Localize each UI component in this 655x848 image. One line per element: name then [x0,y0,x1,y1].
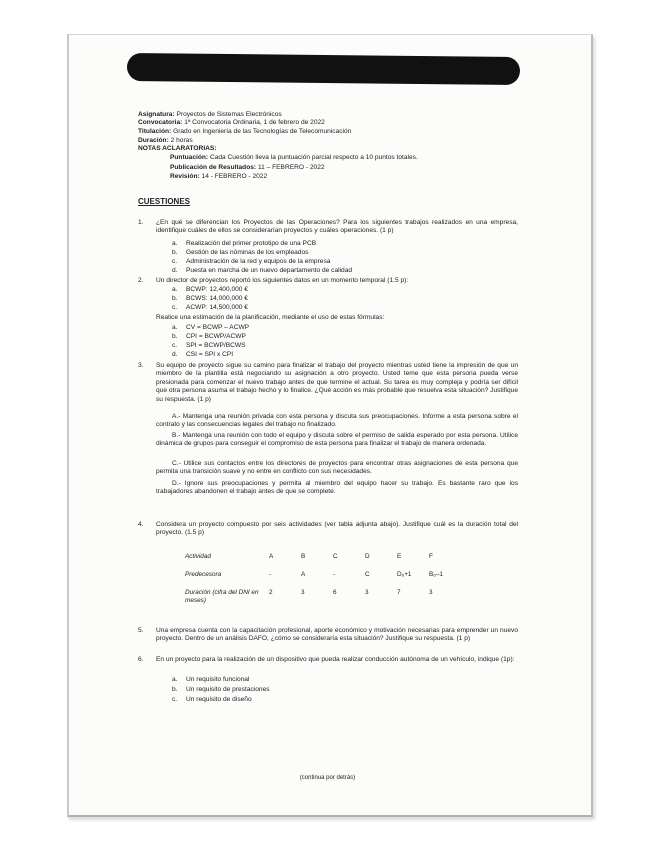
row-label-actividad: Actividad [185,553,211,560]
activity-table [185,553,461,607]
q2-formula-a-letter: a. [172,324,178,331]
header-asignatura: Asignatura: Proyectos de Sistemas Electrónicos [138,111,282,118]
q2-formula-d-letter: d. [172,351,178,358]
table-row-duracion [185,589,461,607]
table-row-actividad [185,553,461,571]
q3-number: 3. [138,362,144,369]
table-cell: C [365,571,370,578]
row-label-duracion: Duración (cifra del DNI en meses) [185,589,259,604]
q2-text: Un director de proyectos reportó los siguientes datos en un momento temporal (1.5 p): [156,277,409,284]
header-revision: Revisión: 14 - FEBRERO - 2022 [170,173,268,180]
header-puntuacion: Puntuación: Cada Cuestión lleva la puntuación parcial respecto a 10 puntos totales. [170,154,418,161]
q2-number: 2. [138,277,144,284]
header-publicacion: Publicación de Resultados: 11 – FEBRERO - 2022 [170,164,325,171]
table-cell: 3 [365,589,369,596]
q1-item-b-letter: b. [172,249,178,256]
header-duracion: Duración: 2 horas [138,137,193,144]
q6-item-c: Un requisito de diseño [186,696,252,703]
table-cell: 2 [269,589,273,596]
q2-formula-c-letter: c. [172,342,178,349]
redaction-mark [127,53,520,85]
header-notas: NOTAS ACLARATORIAS: [138,145,217,152]
row-label-predecesora: Predecesora [185,571,222,578]
q6-item-a-letter: a. [172,676,178,683]
footer-note: (continua por detrás) [299,775,356,781]
q2-text2: Realice una estimación de la planificación, mediante el uso de estas fórmulas: [156,314,385,321]
header-convocatoria: Convocatoria: 1ª Convocatoria Ordinaria, 1 de febrero de 2022 [138,119,325,126]
q3-option-b: B.- Mantenga una reunión con todo el equipo y discuta sobre el permiso de salida esperado por esta persona. Utilice dinámica de grupos para conseguir el compromiso de esta persona para finalizar el trabajo de manera ordenada. [156,432,518,448]
q6-item-b: Un requisito de prestaciones [186,686,270,693]
table-cell: 6 [333,589,337,596]
table-cell: E [397,553,402,560]
q2-formula-b: CPI = BCWP/ACWP [186,333,246,340]
table-cell: B [301,553,306,560]
table-cell: - [269,571,272,578]
q1-item-a-letter: a. [172,240,178,247]
q1-text: ¿En qué se diferencian los Proyectos de las Operaciones? Para los siguientes trabajos realizados en una empresa, identifique cuáles de ellos se considerarían proyectos y cuáles operaciones. (1 p) [156,219,518,235]
table-cell: C [333,553,338,560]
table-cell: 3 [429,589,433,596]
q6-number: 6. [138,656,144,663]
q3-text: Su equipo de proyecto sigue su camino para finalizar el trabajo del proyecto mientras usted tiene la impresión de que un miembro de la plantilla está negociando su asignación a otro proyecto. Usted teme que esta persona pueda verse presionada para comenzar el nuevo trabajo antes de que termine el actual. Su tarea es muy compleja y podría ser difícil que otra persona asuma el trabajo hecho y lo finalice. ¿Qué acción es más probable que resuelva esta situación? Justifique su respuesta. (1 p) [156,362,518,403]
q1-number: 1. [138,219,144,226]
q6-item-c-letter: c. [172,696,178,703]
q3-option-a: A.- Mantenga una reunión privada con esta persona y discuta sus preocupaciones. Informe a esta persona sobre el contrato y las consecuencias legales del trabajo no finalizado. [156,413,518,429]
table-cell: A [269,553,274,560]
q5-number: 5. [138,627,144,634]
q5-text: Una empresa cuenta con la capacitación profesional, aporte económico y motivación necesarias para emprender un nuevo proyecto. Dentro de un análisis DAFO, ¿cómo se consideraría esta situación? Justifique su respuesta. (1 p) [156,627,518,643]
q1-item-d: Puesta en marcha de un nuevo departamento de calidad [186,267,353,274]
table-cell: 3 [301,589,305,596]
table-cell: A [301,571,306,578]
q1-item-b: Gestión de las nóminas de los empleados [186,249,309,256]
table-cell: B₆–1 [429,571,443,578]
q4-text: Considera un proyecto compuesto por seis actividades (ver tabla adjunta abajo). Justifique cuál es la duración total del proyecto. (1.5 p) [156,521,518,537]
table-cell: - [333,571,336,578]
q2-item-c: ACWP: 14,500,000 € [186,304,248,311]
q1-item-d-letter: d. [172,267,178,274]
section-title: CUESTIONES [138,197,191,206]
q6-item-a: Un requisito funcional [186,676,250,683]
table-cell: 7 [397,589,401,596]
q2-formula-d: CSI = SPI x CPI [186,351,234,358]
table-row-predecesora [185,571,461,589]
q2-formula-a: CV = BCWP – ACWP [186,324,250,331]
q1-item-c: Administración de la red y equipos de la empresa [186,258,331,265]
q3-option-c: C.- Utilice sus contactos entre los directores de proyectos para encontrar otras asignaciones de esta persona que permita una transición suave y no entre en conflicto con sus necesidades. [156,460,518,476]
q1-item-a: Realización del primer prototipo de una PCB [186,240,317,247]
q2-item-b-letter: b. [172,295,178,302]
q2-item-a-letter: a. [172,286,178,293]
q3-option-d: D.- Ignore sus preocupaciones y permita al miembro del equipo hacer su trabajo. Es bastante raro que los trabajadores abandonen el trabajo antes de que se complete. [156,480,518,496]
q2-formula-b-letter: b. [172,333,178,340]
q4-number: 4. [138,521,144,528]
q6-text: En un proyecto para la realización de un dispositivo que pueda realizar conducción autónoma de un vehículo, indique (1p): [156,656,515,663]
q6-item-b-letter: b. [172,686,178,693]
table-cell: F [429,553,433,560]
table-cell: D [365,553,370,560]
q2-formula-c: SPI = BCWP/BCWS [186,342,246,349]
q1-item-c-letter: c. [172,258,178,265]
header-titulacion: Titulación: Grado en Ingeniería de las Tecnologías de Telecomunicación [138,128,352,135]
q2-item-a: BCWP: 12,400,000 € [186,286,248,293]
table-cell: D₆+1 [397,571,412,578]
q2-item-b: BCWS: 14,000,000 € [186,295,248,302]
q2-item-c-letter: c. [172,304,178,311]
